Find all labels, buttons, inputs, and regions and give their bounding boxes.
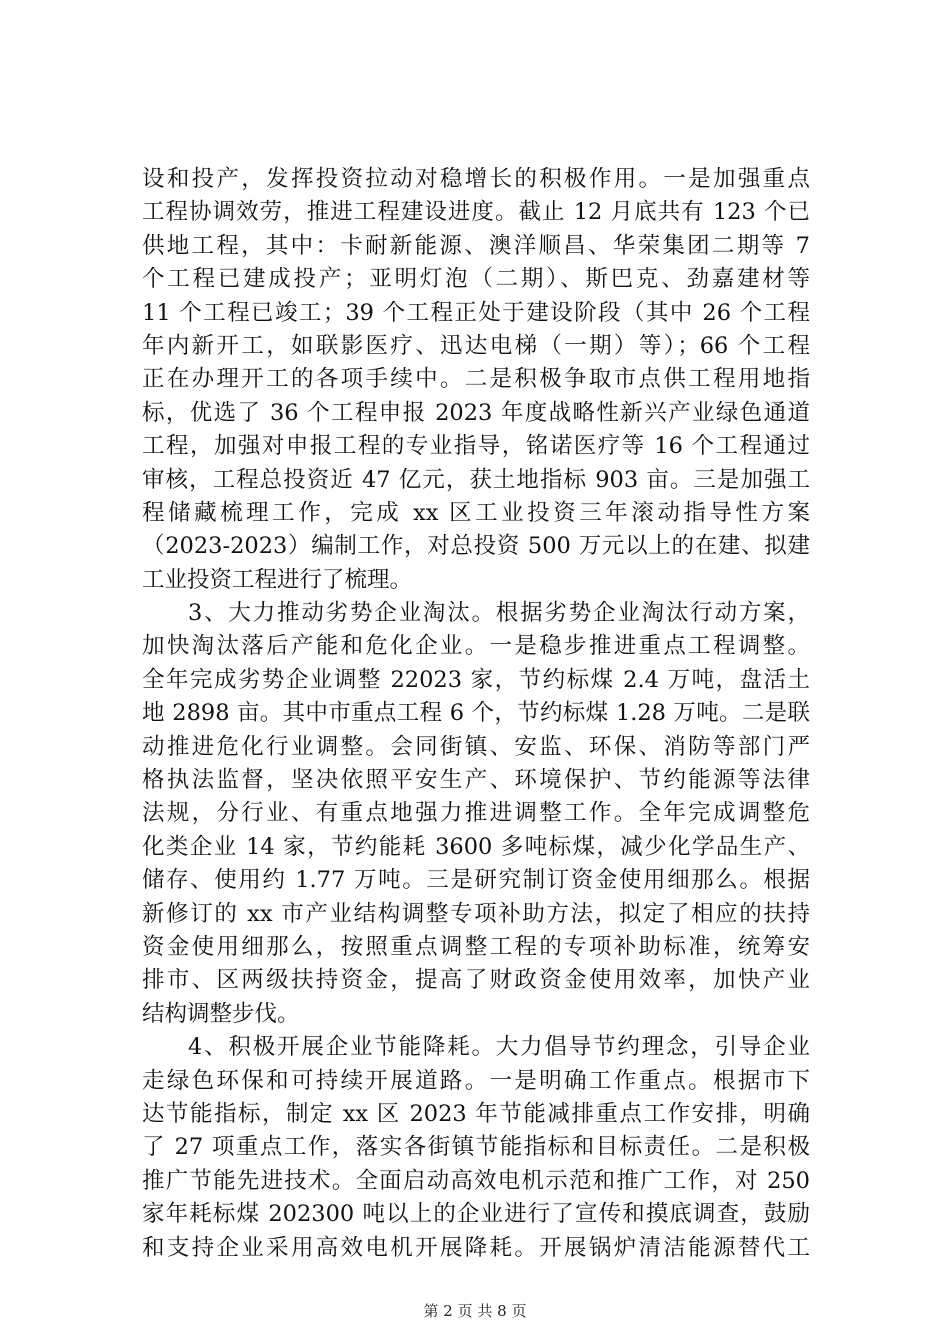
text-line: 设和投产，发挥投资拉动对稳增长的积极作用。一是加强重点 [142,166,810,192]
text-line: 审核，工程总投资近 47 亿元，获土地指标 903 亩。三是加强工 [142,466,810,493]
text-line: 4、积极开展企业节能降耗。大力倡导节约理念，引导企业 [188,1034,810,1061]
text-line: 新修订的 xx 市产业结构调整专项补助方法，拟定了相应的扶持 [142,900,810,927]
text-line: 动推进危化行业调整。会同街镇、安监、环保、消防等部门严 [142,733,810,760]
page-footer: 第 2 页 共 8 页 [423,1302,527,1320]
text-line: 结构调整步伐。 [142,1000,300,1027]
text-line: 个工程已建成投产；亚明灯泡（二期）、斯巴克、劲嘉建材等 [142,266,810,293]
text-line: （2023-2023）编制工作，对总投资 500 万元以上的在建、拟建 [142,533,810,560]
text-line: 年内新开工，如联影医疗、迅达电梯（一期）等）；66 个工程 [142,332,810,359]
text-line: 格执法监督，坚决依照平安生产、环境保护、节约能源等法律 [142,767,810,794]
text-line: 供地工程，其中：卡耐新能源、澳洋顺昌、华荣集团二期等 7 [142,232,810,259]
text-line: 资金使用细那么，按照重点调整工程的专项补助标准，统筹安 [142,933,810,960]
text-line: 加快淘汰落后产能和危化企业。一是稳步推进重点工程调整。 [142,633,810,660]
text-line: 全年完成劣势企业调整 22023 家，节约标煤 2.4 万吨，盘活土 [142,666,810,693]
text-line: 排市、区两级扶持资金，提高了财政资金使用效率，加快产业 [142,967,810,994]
text-line: 标，优选了 36 个工程申报 2023 年度战略性新兴产业绿色通道 [142,399,810,426]
text-line: 程储藏梳理工作，完成 xx 区工业投资三年滚动指导性方案 [142,499,810,526]
text-line: 达节能指标，制定 xx 区 2023 年节能减排重点工作安排，明确 [142,1100,810,1127]
text-line: 推广节能先进技术。全面启动高效电机示范和推广工作，对 250 [142,1167,810,1194]
text-line: 3、大力推动劣势企业淘汰。根据劣势企业淘汰行动方案， [188,600,810,627]
text-line: 工业投资工程进行了梳理。 [142,566,413,593]
text-line: 工程，加强对申报工程的专业指导，铭诺医疗等 16 个工程通过 [142,433,810,460]
text-line: 11 个工程已竣工；39 个工程正处于建设阶段（其中 26 个工程 [142,299,810,326]
text-line: 储存、使用约 1.77 万吨。三是研究制订资金使用细那么。根据 [142,867,810,894]
text-line: 走绿色环保和可持续开展道路。一是明确工作重点。根据市下 [142,1067,810,1094]
text-line: 化类企业 14 家，节约能耗 3600 多吨标煤，减少化学品生产、 [142,833,810,860]
text-line: 和支持企业采用高效电机开展降耗。开展锅炉清洁能源替代工 [142,1234,810,1261]
text-line: 法规，分行业、有重点地强力推进调整工作。全年完成调整危 [142,800,810,827]
text-line: 了 27 项重点工作，落实各街镇节能指标和目标责任。二是积极 [142,1134,810,1161]
text-line: 工程协调效劳，推进工程建设进度。截止 12 月底共有 123 个已 [142,199,810,226]
text-line: 家年耗标煤 202300 吨以上的企业进行了宣传和摸底调查，鼓励 [142,1201,810,1228]
text-line: 正在办理开工的各项手续中。二是积极争取市点供工程用地指 [142,366,810,393]
body-text [142,163,810,1265]
text-line: 地 2898 亩。其中市重点工程 6 个，节约标煤 1.28 万吨。二是联 [142,700,810,727]
